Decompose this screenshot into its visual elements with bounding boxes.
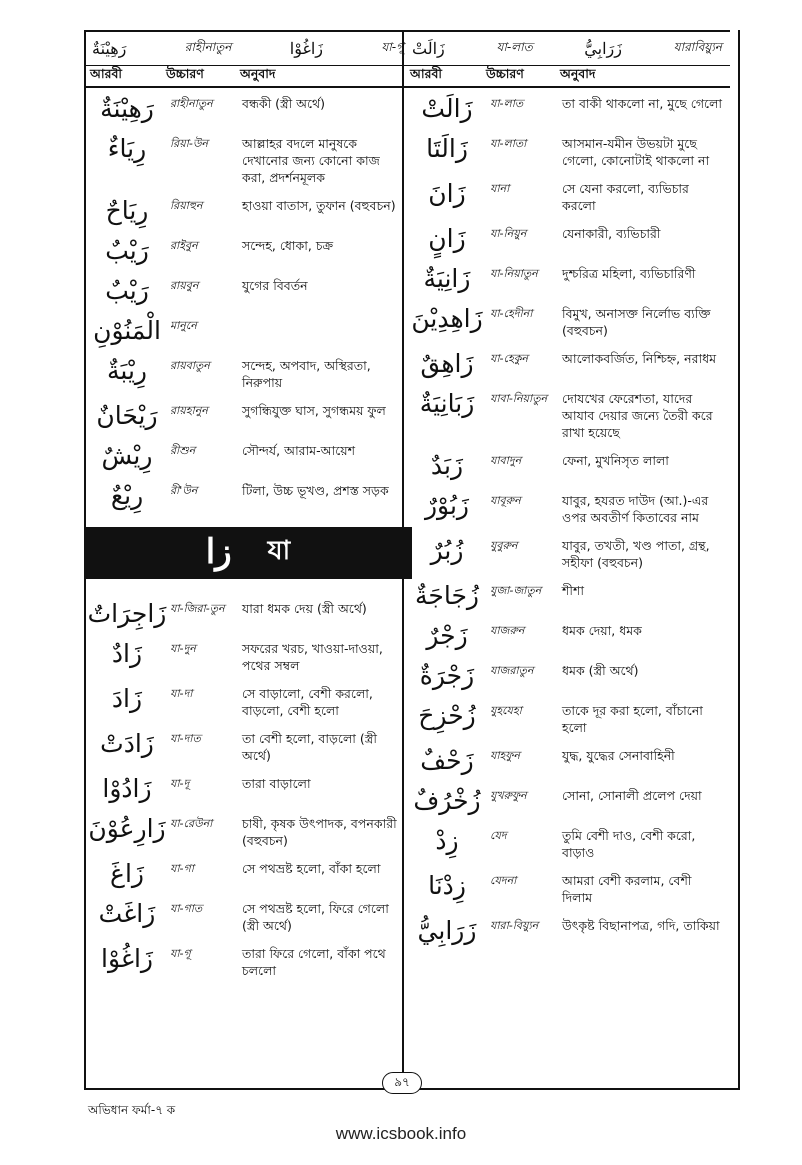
- entry-pronunciation: যা-গা: [170, 862, 194, 875]
- entry-meaning: আলোকবর্জিত, নিশ্চিহ্ন, নরাধম: [562, 351, 717, 366]
- entry-arabic: زَبَانِيَةٌ: [419, 389, 475, 418]
- entry-pronunciation: রায়বাতুন: [170, 359, 210, 372]
- running-head-arabic: زَرَابِيُّ: [584, 39, 622, 58]
- running-head-pronunciation: রাহীনাতুন: [184, 39, 232, 54]
- entry-pronunciation: যুবুরুন: [490, 539, 518, 552]
- dictionary-entry: [84, 678, 412, 723]
- entry-pronunciation: রীশুন: [170, 444, 196, 457]
- entry-meaning: ধমক (স্ত্রী অর্থে): [562, 663, 639, 678]
- entry-meaning: সে বাড়ালো, বেশী করলো, বাড়লো, বেশী হলো: [242, 686, 373, 718]
- dictionary-entry: [84, 310, 412, 350]
- right-running-head: [404, 30, 730, 66]
- running-head-pronunciation: যারাবিয়্যুন: [673, 39, 722, 54]
- entry-meaning: ধমক দেয়া, ধমক: [562, 623, 642, 638]
- dictionary-entry: [84, 190, 412, 230]
- entry-pronunciation: যারা-বিয়্যুন: [490, 919, 539, 932]
- dictionary-entry: [404, 383, 730, 445]
- page-number: ৯৭: [382, 1072, 422, 1094]
- entry-meaning: চাষী, কৃষক উৎপাদক, বপনকারী (বহুবচন): [242, 816, 397, 848]
- entry-arabic: زُجَاجَةٌ: [414, 581, 479, 610]
- entry-arabic: زَادٌ: [111, 639, 143, 668]
- entry-arabic: زَاغَ: [110, 859, 144, 888]
- entry-pronunciation: যেদ: [490, 829, 507, 842]
- dictionary-entry: [84, 230, 412, 270]
- entry-arabic: زَاهِدِيْنَ: [411, 304, 483, 333]
- running-head-pronunciation: যা-লাত: [496, 39, 533, 54]
- entry-meaning: বন্ধকী (স্ত্রী অর্থে): [242, 96, 325, 111]
- entry-arabic: زَاجِرَاتٌ: [87, 599, 167, 628]
- entry-arabic: زَادَتْ: [100, 729, 154, 758]
- dictionary-entry: [404, 820, 730, 865]
- entry-pronunciation: মানুনে: [170, 319, 197, 332]
- dictionary-entry: [404, 218, 730, 258]
- entry-pronunciation: যা-হেদীনা: [490, 307, 533, 320]
- footer-note: অভিধান ফর্মা-৭ ক: [88, 1103, 176, 1117]
- entry-arabic: زَانِيَةٌ: [423, 264, 471, 293]
- entry-meaning: হাওয়া বাতাস, তুফান (বহুবচন): [242, 198, 396, 213]
- entry-pronunciation: রিয়াহুন: [170, 199, 203, 212]
- entry-pronunciation: রায়হানুন: [170, 404, 208, 417]
- dictionary-entry: [404, 655, 730, 695]
- left-column-header: [84, 66, 412, 88]
- dictionary-entry: [404, 740, 730, 780]
- entry-meaning: সে পথভ্রষ্ট হলো, বাঁকা হলো: [242, 861, 381, 876]
- dictionary-entry: [404, 128, 730, 173]
- dictionary-entry: [404, 865, 730, 910]
- entry-arabic: زَجْرٌ: [426, 621, 468, 650]
- entry-meaning: সন্দেহ, ধোকা, চক্র: [242, 238, 334, 253]
- entry-meaning: দুশ্চরিত্র মহিলা, ব্যভিচারিণী: [562, 266, 696, 281]
- entry-pronunciation: যা-দা: [170, 687, 193, 700]
- running-head-pronunciation: যা-গূ: [381, 39, 404, 54]
- entry-meaning: যাবুর, হযরত দাউদ (আ.)-এর ওপর অবতীর্ণ কিতাবের নাম: [562, 493, 709, 525]
- entry-arabic: زُخْرُفٌ: [413, 786, 481, 815]
- dictionary-entry: [84, 768, 412, 808]
- entry-meaning: যুদ্ধ, যুদ্ধের সেনাবাহিনী: [562, 748, 675, 763]
- dictionary-entry: [84, 88, 412, 128]
- entry-meaning: যুগের বিবর্তন: [242, 278, 308, 293]
- left-running-head: [84, 30, 412, 66]
- entry-pronunciation: যুহযেহা: [490, 704, 522, 717]
- entry-arabic: زَبُوْرٌ: [424, 491, 470, 520]
- right-entries: [404, 88, 730, 950]
- entry-arabic: زَادَ: [111, 684, 143, 713]
- section-banner-arabic: زا: [205, 531, 232, 572]
- entry-meaning: তারা ফিরে গেলো, বাঁকা পথে চললো: [242, 946, 386, 978]
- entry-arabic: رَيْحَانٌ: [96, 401, 158, 430]
- entry-pronunciation: যা-নিয়াতুন: [490, 267, 538, 280]
- dictionary-entry: [404, 88, 730, 128]
- entry-arabic: زَاهِقٌ: [420, 349, 474, 378]
- entry-meaning: যাবুর, তখতী, খণ্ড পাতা, গ্রন্থ, সহীফা (বহুবচন): [562, 538, 710, 570]
- entry-meaning: তাকে দূর করা হলো, বাঁচানো হলো: [562, 703, 703, 735]
- entry-pronunciation: যানা: [490, 182, 510, 195]
- entry-pronunciation: যাবাদুন: [490, 454, 522, 467]
- dictionary-entry: [84, 270, 412, 310]
- entry-arabic: زَاغَتْ: [98, 899, 156, 928]
- entry-meaning: যেনাকারী, ব্যভিচারী: [562, 226, 661, 241]
- entry-pronunciation: যাবা-নিয়াতুন: [490, 392, 548, 405]
- entry-arabic: زَالَتْ: [421, 94, 473, 123]
- header-pronunciation: উচ্চারণ: [166, 66, 204, 81]
- header-meaning: অনুবাদ: [240, 66, 276, 81]
- dictionary-entry: [404, 575, 730, 615]
- entry-arabic: زَانٍ: [428, 224, 466, 253]
- dictionary-entry: [404, 530, 730, 575]
- entry-pronunciation: যা-লাতা: [490, 137, 527, 150]
- entry-arabic: زِدْ: [435, 826, 459, 855]
- section-banner-bengali: যা: [267, 535, 291, 566]
- entry-arabic: زَانَ: [428, 179, 466, 208]
- entry-arabic: زَبَدٌ: [430, 451, 464, 480]
- entry-pronunciation: যাহফুন: [490, 749, 520, 762]
- entry-arabic: زُحْزِحَ: [418, 701, 476, 730]
- entry-arabic: الْمَنُوْنِ: [93, 316, 161, 345]
- watermark: www.icsbook.info: [335, 1124, 467, 1143]
- entry-pronunciation: যা-গাত: [170, 902, 203, 915]
- entry-arabic: زِدْنَا: [428, 871, 466, 900]
- entry-arabic: رَهِيْنَةٌ: [100, 94, 154, 123]
- entry-meaning: বিমুখ, অনাসক্ত নির্লোভ ব্যক্তি (বহুবচন): [562, 306, 711, 338]
- entry-arabic: زَادُوْا: [102, 774, 152, 803]
- dictionary-entry: [404, 485, 730, 530]
- entry-arabic: زَارِعُوْنَ: [88, 814, 166, 843]
- dictionary-entry: [84, 435, 412, 475]
- dictionary-entry: [84, 853, 412, 893]
- entry-arabic: زَرَابِيُّ: [417, 916, 477, 945]
- entry-meaning: তারা বাড়ালো: [242, 776, 311, 791]
- dictionary-entry: [84, 938, 412, 983]
- entry-meaning: তুমি বেশী দাও, বেশী করো, বাড়াও: [562, 828, 696, 860]
- entry-meaning: তা বেশী হলো, বাড়লো (স্ত্রী অর্থে): [242, 731, 377, 763]
- dictionary-entry: [84, 723, 412, 768]
- entry-meaning: সুগন্ধিযুক্ত ঘাস, সুগন্ধময় ফুল: [242, 403, 386, 418]
- entry-meaning: সফরের খরচ, খাওয়া-দাওয়া, পথের সম্বল: [242, 641, 383, 673]
- dictionary-entry: [404, 695, 730, 740]
- entry-arabic: زَجْرَةٌ: [419, 661, 475, 690]
- left-column: [84, 30, 412, 983]
- entry-meaning: শীশা: [562, 583, 584, 598]
- dictionary-entry: [84, 475, 412, 515]
- dictionary-entry: [404, 343, 730, 383]
- entry-arabic: رِيْشٌ: [101, 441, 153, 470]
- entry-pronunciation: যা-হেকুন: [490, 352, 528, 365]
- dictionary-entry: [84, 808, 412, 853]
- entry-meaning: সে যেনা করলো, ব্যভিচার করলো: [562, 181, 689, 213]
- entry-pronunciation: যা-দুন: [170, 642, 196, 655]
- dictionary-entry: [84, 893, 412, 938]
- entry-arabic: رِيْعٌ: [110, 481, 144, 510]
- entry-meaning: উৎকৃষ্ট বিছানাপত্র, গদি, তাকিয়া: [562, 918, 720, 933]
- dictionary-entry: [404, 298, 730, 343]
- entry-meaning: দোযখের ফেরেশতা, যাদের আযাব দেয়ার জন্যে তৈরী করে রাখা হয়েছে: [562, 391, 713, 440]
- right-column-header: [404, 66, 730, 88]
- entry-arabic: زَاغُوْا: [101, 944, 153, 973]
- dictionary-entry: [404, 258, 730, 298]
- left-entries-2: [84, 593, 412, 983]
- entry-pronunciation: যা-লাত: [490, 97, 524, 110]
- dictionary-entry: [404, 445, 730, 485]
- entry-pronunciation: যাবূরুন: [490, 494, 521, 507]
- entry-meaning: আমরা বেশী করলাম, বেশী দিলাম: [562, 873, 692, 905]
- entry-pronunciation: যা-গূ: [170, 947, 191, 960]
- entry-arabic: زَحْفٌ: [420, 746, 474, 775]
- entry-pronunciation: যা-দূ: [170, 777, 190, 790]
- entry-meaning: আল্লাহর বদলে মানুষকে দেখানোর জন্য কোনো কাজ করা, প্রদর্শনমূলক: [242, 136, 380, 185]
- entry-pronunciation: যাজরাতুন: [490, 664, 534, 677]
- entry-pronunciation: যুজা-জাতুন: [490, 584, 542, 597]
- entry-pronunciation: রিয়া-উন: [170, 137, 208, 150]
- entry-meaning: সোনা, সোনালী প্রলেপ দেয়া: [562, 788, 702, 803]
- entry-meaning: সে পথভ্রষ্ট হলো, ফিরে গেলো (স্ত্রী অর্থে): [242, 901, 389, 933]
- entry-meaning: তা বাকী থাকলো না, মুছে গেলো: [562, 96, 723, 111]
- dictionary-entry: [84, 128, 412, 190]
- entry-meaning: আসমান-যমীন উভয়টা মুছে গেলো, কোনোটাই থাকলো না: [562, 136, 710, 168]
- entry-arabic: رَيْبٌ: [105, 236, 149, 265]
- entry-arabic: رِيَاءٌ: [107, 134, 147, 163]
- running-head-arabic: زَاغُوْا: [289, 39, 324, 58]
- entry-pronunciation: রী'উন: [170, 484, 198, 497]
- entry-pronunciation: রাহীনাতুন: [170, 97, 213, 110]
- entry-meaning: টিলা, উচ্চ ভূখণ্ড, প্রশস্ত সড়ক: [242, 483, 389, 498]
- entry-pronunciation: যা-জিরা-তুন: [170, 602, 225, 615]
- entry-meaning: যারা ধমক দেয় (স্ত্রী অর্থে): [242, 601, 367, 616]
- entry-arabic: زَالَتَا: [426, 134, 468, 163]
- entry-pronunciation: যা-নিয়ুন: [490, 227, 527, 240]
- entry-meaning: সৌন্দর্য, আরাম-আয়েশ: [242, 443, 355, 458]
- dictionary-entry: [404, 173, 730, 218]
- entry-pronunciation: রাইবুন: [170, 239, 198, 252]
- section-banner: [84, 527, 412, 579]
- entry-arabic: رِيَاحٌ: [105, 196, 149, 225]
- dictionary-entry: [84, 350, 412, 395]
- dictionary-entry: [404, 910, 730, 950]
- running-head-arabic: رَهِيْنَةٌ: [92, 39, 127, 58]
- header-meaning: অনুবাদ: [560, 66, 596, 81]
- left-entries: [84, 88, 412, 515]
- entry-arabic: زُبُرٌ: [430, 536, 464, 565]
- header-pronunciation: উচ্চারণ: [486, 66, 524, 81]
- entry-meaning: ফেনা, মুখনিসৃত লালা: [562, 453, 669, 468]
- entry-arabic: رِيْبَةٌ: [107, 356, 147, 385]
- entry-pronunciation: রায়বুন: [170, 279, 199, 292]
- dictionary-entry: [84, 633, 412, 678]
- entry-pronunciation: যাজরুন: [490, 624, 525, 637]
- dictionary-entry: [84, 395, 412, 435]
- entry-meaning: [242, 314, 412, 317]
- entry-pronunciation: যুখরুফুন: [490, 789, 527, 802]
- entry-arabic: رَيْبٌ: [105, 276, 149, 305]
- dictionary-entry: [84, 593, 412, 633]
- running-head-arabic: زَالَتْ: [412, 39, 445, 58]
- entry-pronunciation: যা-দাত: [170, 732, 201, 745]
- entry-pronunciation: যেদনা: [490, 874, 517, 887]
- right-column: [402, 30, 730, 1090]
- entry-meaning: সন্দেহ, অপবাদ, অস্থিরতা, নিরুপায়: [242, 358, 371, 390]
- header-arabic: আরবী: [90, 66, 122, 81]
- dictionary-entry: [404, 615, 730, 655]
- entry-pronunciation: যা-রেউনা: [170, 817, 213, 830]
- header-arabic: আরবী: [410, 66, 442, 81]
- dictionary-entry: [404, 780, 730, 820]
